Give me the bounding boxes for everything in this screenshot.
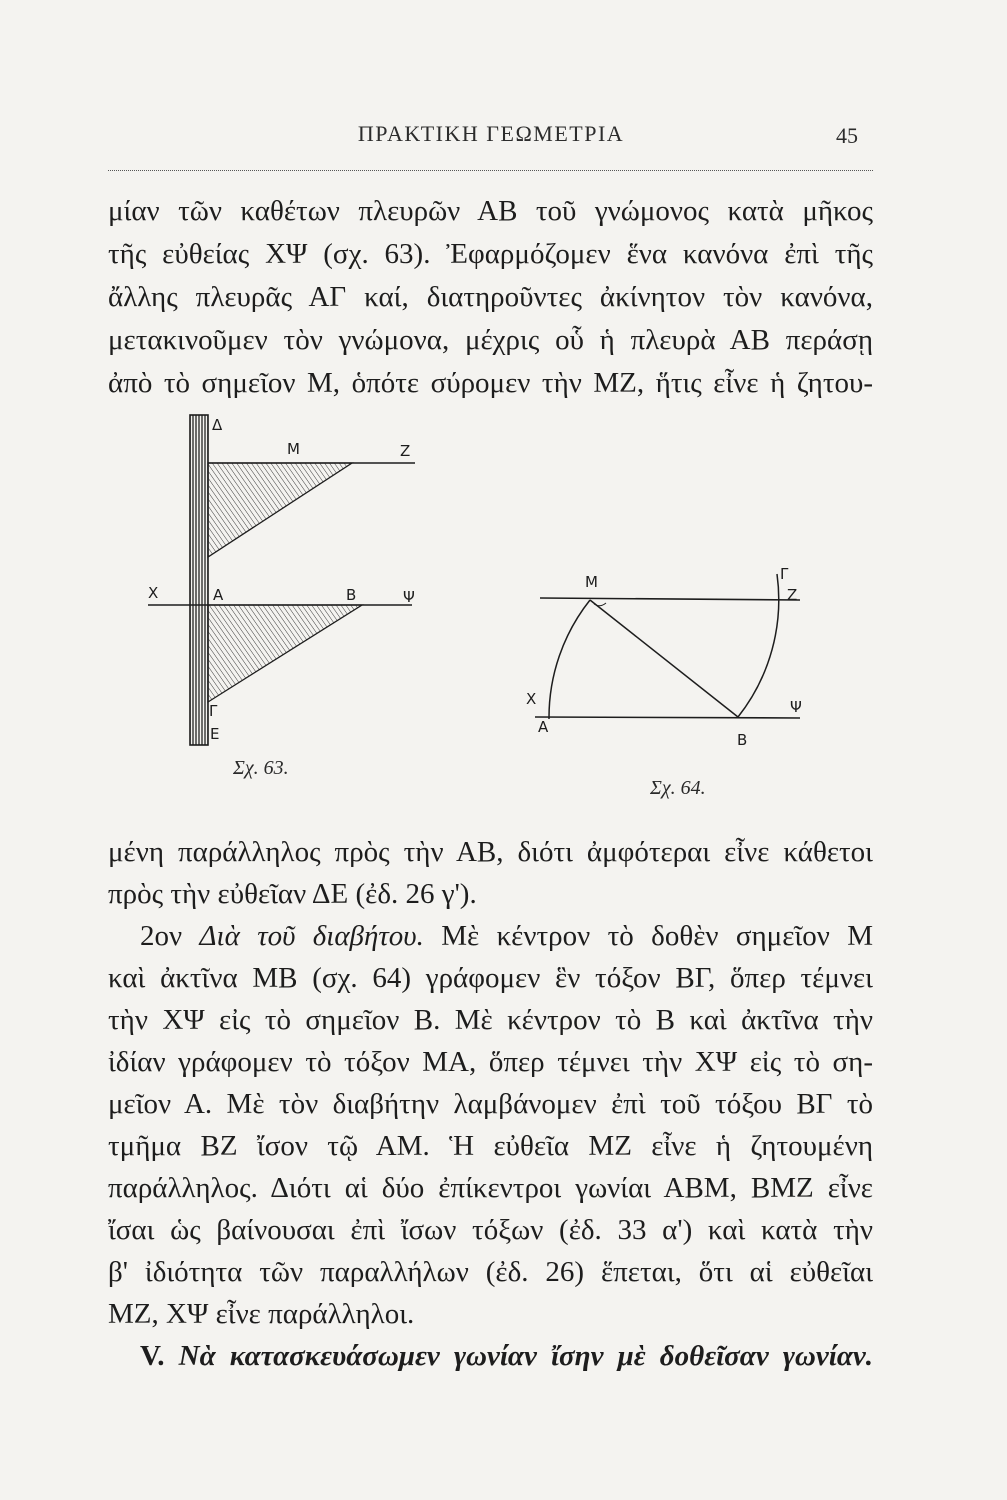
method-first-line-text: Μὲ κέντρον τὸ δοθὲν σημεῖον Μ — [441, 920, 873, 952]
text-line: μεῖον Α. Μὲ τὸν διαβήτην λαμβάνομεν ἐπὶ τοῦ τόξου ΒΓ τὸ — [108, 1088, 873, 1120]
label-chi: Χ — [148, 584, 159, 602]
text-line: μετακινοῦμεν τὸν γνώμονα, μέχρις οὗ ἡ πλευρὰ ΑΒ περάσῃ — [108, 324, 873, 356]
label-mu: Μ — [287, 440, 300, 458]
text-line: μίαν τῶν καθέτων πλευρῶν ΑΒ τοῦ γνώμονος κατὰ μῆκος — [108, 195, 873, 227]
text-line: ΜΖ, ΧΨ εἶνε παράλληλοι. — [108, 1298, 415, 1330]
label-alpha: Α — [538, 718, 549, 736]
ruler-bar — [190, 415, 208, 745]
main-text — [108, 831, 873, 1377]
text-line: ἰδίαν γράφομεν τὸ τόξον ΜΑ, ὅπερ τέμνει τὴν ΧΨ εἰς τὸ ση- — [108, 1046, 873, 1078]
text-line: τῆς εὐθείας ΧΨ (σχ. 63). Ἐφαρμόζομεν ἕνα κανόνα ἐπὶ τῆς — [108, 238, 873, 270]
method-heading-line — [108, 915, 873, 957]
label-alpha: Α — [213, 586, 224, 604]
figure-64 — [515, 560, 820, 755]
text-line: καὶ ἀκτῖνα ΜΒ (σχ. 64) γράφομεν ἓν τόξον ΒΓ, ὅπερ τέμνει — [108, 962, 873, 994]
set-square-upper — [208, 463, 352, 557]
label-psi: Ψ — [403, 588, 415, 606]
figure-63 — [130, 400, 430, 760]
text-line: μένη παράλληλος πρὸς τὴν ΑΒ, διότι ἀμφότεραι εἶνε κάθετοι — [108, 836, 873, 868]
label-beta: Β — [737, 731, 748, 749]
text-line: τμῆμα ΒΖ ἴσον τῷ ΑΜ. Ἡ εὐθεῖα ΜΖ εἶνε ἡ ζητουμένη — [108, 1130, 873, 1162]
problem-number: V. — [140, 1340, 165, 1372]
line-x-psi-64 — [535, 717, 800, 718]
text-line: παράλληλος. Διότι αἱ δύο ἐπίκεντροι γωνίαι ΑΒΜ, ΒΜΖ εἶνε — [108, 1172, 873, 1204]
arc-bg — [738, 574, 779, 717]
label-epsilon: Ε — [210, 725, 220, 743]
text-line: β' ἰδιότητα τῶν παραλλήλων (ἐδ. 26) ἕπεται, ὅτι αἱ εὐθεῖαι — [108, 1256, 873, 1288]
label-beta: Β — [346, 586, 357, 604]
label-psi: Ψ — [790, 698, 802, 716]
method-number: 2ον — [140, 920, 183, 952]
text-line: τὴν ΧΨ εἰς τὸ σημεῖον Β. Μὲ κέντρον τὸ Β καὶ ἀκτῖνα τὴν — [108, 1004, 873, 1036]
text-line: πρὸς τὴν εὐθεῖαν ΔΕ (ἐδ. 26 γ'). — [108, 878, 477, 910]
set-square-lower — [208, 605, 362, 702]
running-head: ΠΡΑΚΤΙΚΗ ΓΕΩΜΕΤΡΙΑ — [357, 121, 625, 146]
text-line: ἴσαι ὡς βαίνουσαι ἐπὶ ἴσων τόξων (ἐδ. 33 α') καὶ κατὰ τὴν — [108, 1214, 873, 1246]
page-number: 45 — [836, 123, 858, 148]
label-mu: Μ — [585, 573, 598, 591]
label-gamma: Γ — [209, 702, 218, 720]
segment-mb — [590, 600, 738, 717]
paragraph-continuation — [108, 190, 873, 405]
label-chi: Χ — [526, 690, 537, 708]
line-mz-64 — [540, 598, 800, 600]
header-rule — [108, 170, 873, 171]
label-delta: Δ — [212, 416, 223, 434]
text-line: ἀπὸ τὸ σημεῖον Μ, ὁπότε σύρομεν τὴν ΜΖ, ἥτις εἶνε ἡ ζητου- — [108, 367, 873, 399]
figure-63-caption: Σχ. 63. — [233, 757, 289, 779]
label-gamma: Γ — [780, 565, 789, 583]
problem-statement: Νὰ κατασκευάσωμεν γωνίαν ἴσην μὲ δοθεῖσαν γωνίαν. — [178, 1340, 874, 1372]
label-zeta: Ζ — [787, 586, 798, 604]
method-title: Διὰ τοῦ διαβήτου. — [199, 920, 424, 952]
figure-64-caption: Σχ. 64. — [650, 777, 706, 799]
arc-ma — [549, 600, 590, 719]
problem-heading — [108, 1335, 873, 1377]
label-zeta: Ζ — [400, 442, 411, 460]
text-line: ἄλλης πλευρᾶς ΑΓ καί, διατηροῦντες ἀκίνητον τὸν κανόνα, — [108, 281, 873, 313]
